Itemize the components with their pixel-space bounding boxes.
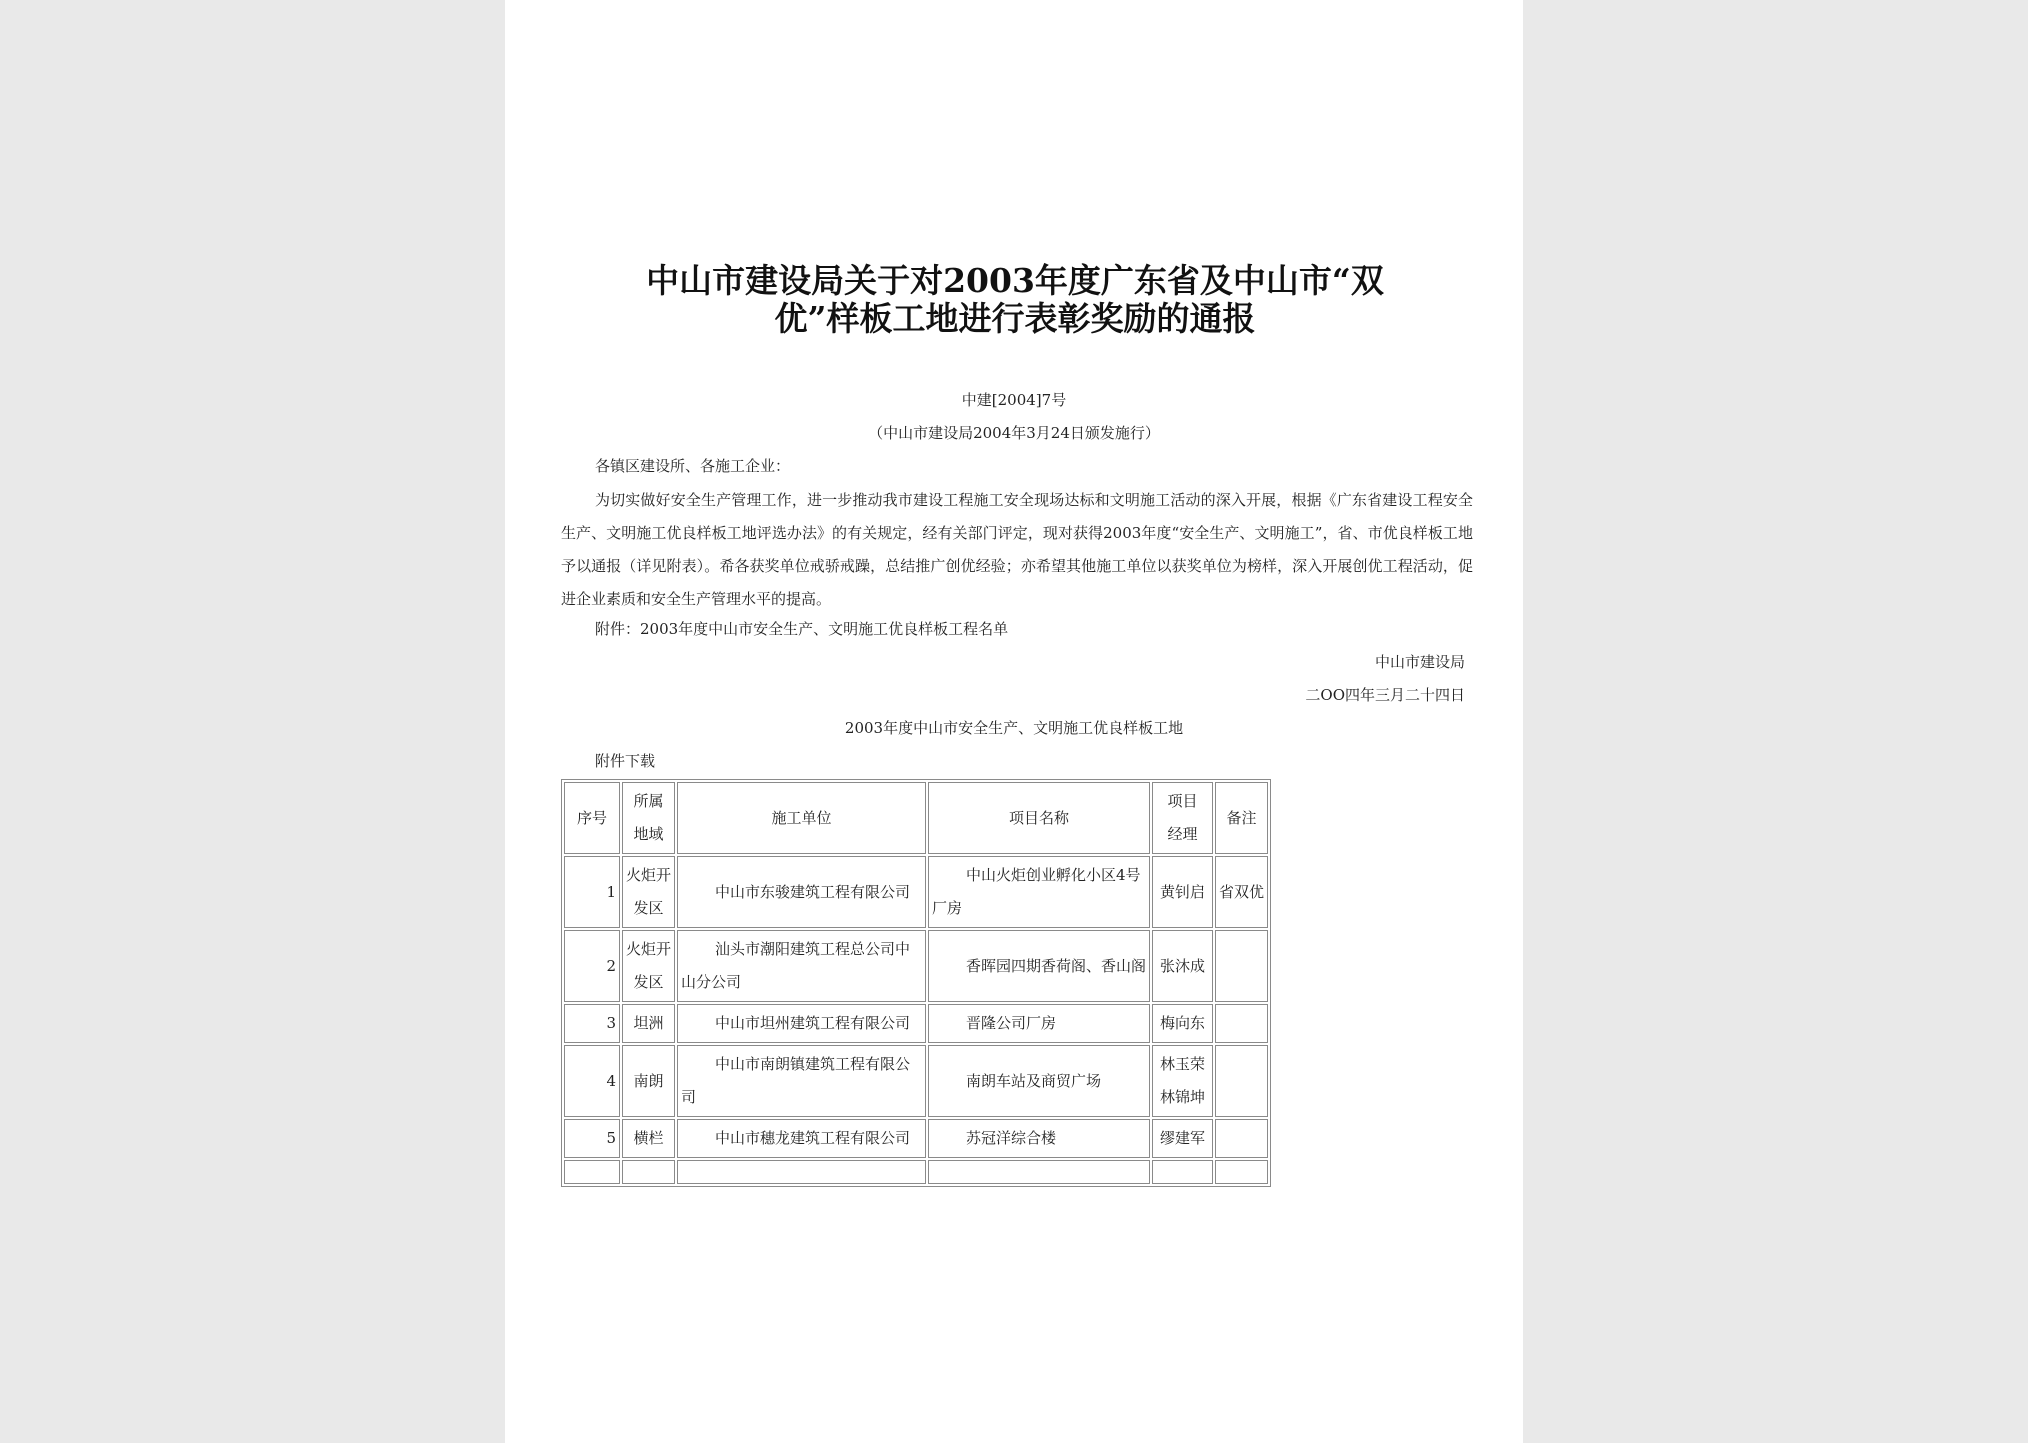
row-manager: 张沐成 <box>1152 930 1213 1002</box>
attachment-note: 附件：2003年度中山市安全生产、文明施工优良样板工程名单 <box>595 620 1009 638</box>
row-project: 苏冠洋综合楼 <box>928 1119 1150 1158</box>
row-number: 1 <box>564 856 620 928</box>
attachment-download-link[interactable]: 附件下载 <box>595 752 656 770</box>
row-note <box>1215 1045 1268 1117</box>
award-table <box>561 779 1271 1187</box>
title-line-2: 优”样板工地进行表彰奖励的通报 <box>774 299 1256 338</box>
empty-cell <box>928 1160 1150 1184</box>
row-company: 中山市穗龙建筑工程有限公司 <box>677 1119 926 1158</box>
issue-date-note: （中山市建设局2004年3月24日颁发施行） <box>868 424 1160 442</box>
table-row <box>564 1004 1268 1043</box>
table-row <box>564 1045 1268 1117</box>
row-note <box>1215 1004 1268 1043</box>
empty-cell <box>1152 1160 1213 1184</box>
row-company: 中山市坦州建筑工程有限公司 <box>677 1004 926 1043</box>
header-cell: 施工单位 <box>677 782 926 854</box>
table-row <box>564 930 1268 1002</box>
row-note <box>1215 1119 1268 1158</box>
row-number: 5 <box>564 1119 620 1158</box>
row-note <box>1215 930 1268 1002</box>
empty-cell <box>564 1160 620 1184</box>
header-cell: 项目名称 <box>928 782 1150 854</box>
row-project: 香晖园四期香荷阁、香山阁 <box>928 930 1150 1002</box>
row-region: 火炬开发区 <box>622 856 675 928</box>
row-project: 晋隆公司厂房 <box>928 1004 1150 1043</box>
row-project: 中山火炬创业孵化小区4号厂房 <box>928 856 1150 928</box>
row-number: 3 <box>564 1004 620 1043</box>
row-region: 坦洲 <box>622 1004 675 1043</box>
row-company: 中山市东骏建筑工程有限公司 <box>677 856 926 928</box>
header-cell: 所属地域 <box>622 782 675 854</box>
signature-date: 二OO四年三月二十四日 <box>1305 686 1465 704</box>
row-project: 南朗车站及商贸广场 <box>928 1045 1150 1117</box>
body-paragraph: 为切实做好安全生产管理工作，进一步推动我市建设工程施工安全现场达标和文明施工活动的深入开展，根据《广东省建设工程安全生产、文明施工优良样板工地评选办法》的有关规定，经有关部门评定，现对获得2003年度“安全生产、文明施工”，省、市优良样板工地予以通报（详见附表）。希各获奖单位戒骄戒躁，总结推广创优经验；亦希望其他施工单位以获奖单位为榜样，深入开展创优工程活动，促进企业素质和安全生产管理水平的提高。 <box>561 491 1473 608</box>
row-region: 横栏 <box>622 1119 675 1158</box>
row-region: 火炬开发区 <box>622 930 675 1002</box>
title-line-1: 中山市建设局关于对2003年度广东省及中山市“双 <box>646 261 1384 300</box>
header-cell: 序号 <box>564 782 620 854</box>
empty-cell <box>622 1160 675 1184</box>
row-manager: 梅向东 <box>1152 1004 1213 1043</box>
salutation: 各镇区建设所、各施工企业： <box>595 457 791 475</box>
empty-cell <box>677 1160 926 1184</box>
row-manager: 缪建军 <box>1152 1119 1213 1158</box>
row-company: 中山市南朗镇建筑工程有限公司 <box>677 1045 926 1117</box>
row-company: 汕头市潮阳建筑工程总公司中山分公司 <box>677 930 926 1002</box>
document-title <box>585 262 1445 338</box>
table-row-cut-off <box>564 1160 1268 1184</box>
row-manager: 林玉荣 林锦坤 <box>1152 1045 1213 1117</box>
row-number: 4 <box>564 1045 620 1117</box>
header-cell: 备注 <box>1215 782 1268 854</box>
empty-cell <box>1215 1160 1268 1184</box>
table-header-row <box>564 782 1268 854</box>
row-note: 省双优 <box>1215 856 1268 928</box>
row-number: 2 <box>564 930 620 1002</box>
issuer-signature: 中山市建设局 <box>1374 653 1465 671</box>
document-number: 中建[2004]7号 <box>961 391 1067 409</box>
table-row <box>564 1119 1268 1158</box>
row-region: 南朗 <box>622 1045 675 1117</box>
table-title: 2003年度中山市安全生产、文明施工优良样板工地 <box>844 719 1184 737</box>
document-page <box>505 0 1523 1443</box>
header-cell: 项目经理 <box>1152 782 1213 854</box>
table-row <box>564 856 1268 928</box>
row-manager: 黄钊启 <box>1152 856 1213 928</box>
